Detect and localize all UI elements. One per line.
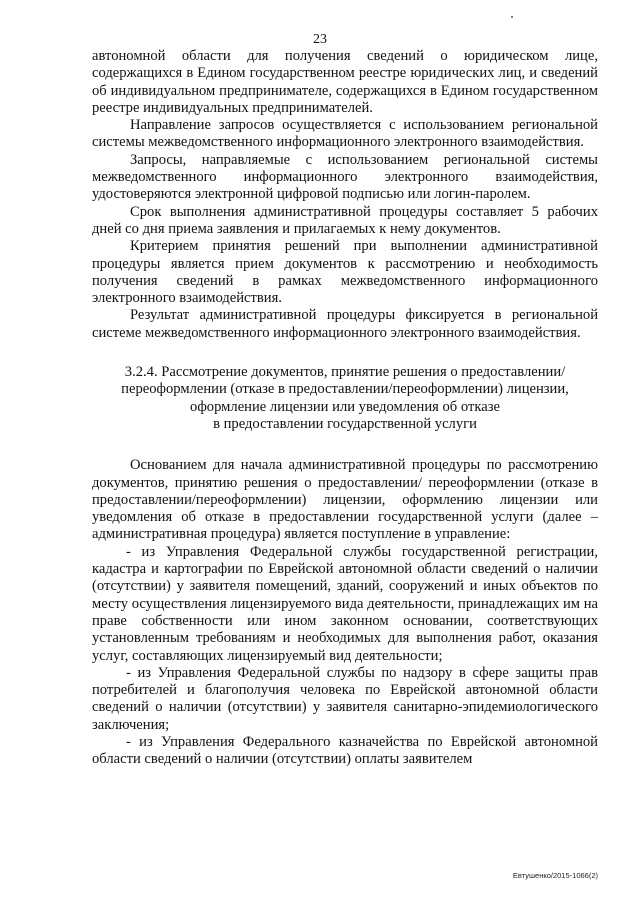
- paragraph: Критерием принятия решений при выполнении административной процедуры является прием документов к рассмотрению и необходимость получения сведений в рамках межведомственного информационного электронного взаимодействия.: [92, 238, 598, 307]
- paragraph: Направление запросов осуществляется с использованием региональной системы межведомственного информационного электронного взаимодействия.: [92, 117, 598, 151]
- paragraph-continuation: автономной области для получения сведений о юридическом лице, содержащихся в Едином государственном реестре юридических лиц, и сведений об индивидуальном предпринимателе, содержащихся в Едином государственном реестре индивидуальных предпринимателей.: [92, 48, 598, 116]
- page-number: 23: [313, 32, 327, 47]
- list-item: - из Управления Федеральной службы по надзору в сфере защиты прав потребителей и благополучия человека по Еврейской автономной области сведений о наличии (отсутствии) у заявителя санитарно-эпидемиологического заключения;: [92, 664, 598, 733]
- paragraph: Результат административной процедуры фиксируется в региональной системе межведомственного информационного электронного взаимодействия.: [92, 307, 598, 341]
- section-heading-line: 3.2.4. Рассмотрение документов, принятие решения о предоставлении/: [124, 364, 566, 381]
- section-heading: [92, 364, 598, 433]
- list-item: - из Управления Федеральной службы государственной регистрации, кадастра и картографии по Еврейской автономной области сведений о наличии (отсутствии) у заявителя помещений, зданий, сооружений и иных объектов по месту осуществления лицензируемого вида деятельности, принадлежащих им на праве собственности или ином законном основании, соответствующих установленным требованиям и необходимых для выполнения работ, оказания услуг, составляющих лицензируемый вид деятельности;: [92, 543, 598, 664]
- list-item: - из Управления Федерального казначейства по Еврейской автономной области сведений о наличии (отсутствии) оплаты заявителем: [92, 733, 598, 768]
- paragraph: Срок выполнения административной процедуры составляет 5 рабочих дней со дня приема заявления и прилагаемых к нему документов.: [92, 203, 598, 237]
- document-reference: Евтушенко/2015-1066(2): [512, 871, 598, 880]
- document-body: [92, 48, 598, 769]
- scan-speck: [511, 16, 513, 18]
- section-heading-line: в предоставлении государственной услуги: [213, 415, 477, 432]
- paragraph: Основанием для начала административной процедуры по рассмотрению документов, принятию решения о предоставлении/ переоформлении (отказе в предоставлении/переоформлении) лицензии, оформлению лицензии или уведомления об отказе в предоставлении государственной услуги (далее – административная процедура) является поступление в управление:: [92, 457, 598, 543]
- section-heading-line: переоформлении (отказе в предоставлении/переоформлении) лицензии,: [121, 381, 569, 398]
- section-heading-line: оформление лицензии или уведомления об отказе: [190, 398, 500, 415]
- paragraph: Запросы, направляемые с использованием региональной системы межведомственного информационного электронного взаимодействия, удостоверяются электронной цифровой подписью или логин-паролем.: [92, 151, 598, 203]
